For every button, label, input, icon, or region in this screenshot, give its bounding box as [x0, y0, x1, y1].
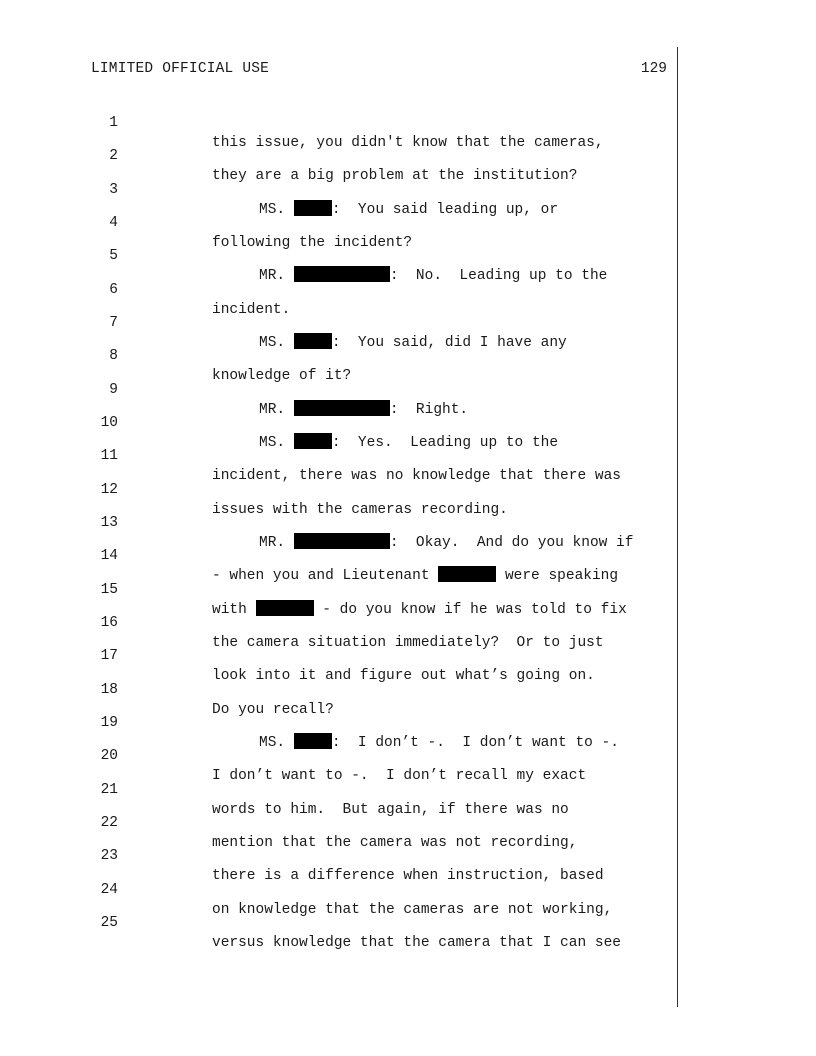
line-text-after: : No. Leading up to the [389, 268, 608, 284]
line-text: issues with the cameras recording. [212, 502, 508, 518]
line-text-after: : Yes. Leading up to the [331, 435, 559, 451]
transcript-line [0, 426, 816, 484]
line-number: 22 [100, 815, 118, 831]
speaker-title: MR. [259, 402, 286, 418]
transcript-line [0, 193, 816, 251]
transcript-line [0, 360, 816, 418]
line-text-before: - when you and Lieutenant [212, 568, 439, 584]
transcript-line [0, 226, 816, 284]
transcript-line [0, 660, 816, 718]
transcript-line [0, 493, 816, 551]
transcript-line [0, 726, 816, 784]
line-text: Do you recall? [212, 702, 334, 718]
line-number: 9 [109, 382, 118, 398]
line-number: 15 [100, 582, 118, 598]
speaker-title: MS. [259, 335, 286, 351]
speaker-title: MR. [259, 268, 286, 284]
transcript-line [0, 860, 816, 918]
line-text: I don’t want to -. I don’t recall my exact [212, 768, 587, 784]
line-number: 7 [109, 315, 118, 331]
line-text: incident. [212, 302, 291, 318]
classification-header: LIMITED OFFICIAL USE [91, 61, 270, 77]
transcript-line [0, 760, 816, 818]
line-number: 5 [109, 248, 118, 264]
line-text-after: : Right. [389, 402, 469, 418]
line-text: knowledge of it? [212, 368, 352, 384]
transcript-line [0, 593, 816, 651]
line-number: 25 [100, 915, 118, 931]
speaker-title: MS. [259, 735, 286, 751]
line-number: 20 [100, 748, 118, 764]
line-number: 8 [109, 348, 118, 364]
transcript-line [0, 893, 816, 951]
line-text-after: : Okay. And do you know if [389, 535, 634, 551]
line-number: 14 [100, 548, 118, 564]
line-number: 1 [109, 115, 118, 131]
line-text-after: : You said leading up, or [331, 202, 559, 218]
line-text-after: - do you know if he was told to fix [313, 602, 627, 618]
line-number: 12 [100, 482, 118, 498]
transcript-line [0, 693, 816, 751]
transcript-line [0, 126, 816, 184]
line-text: the camera situation immediately? Or to just [212, 635, 604, 651]
line-text: incident, there was no knowledge that there was [212, 468, 621, 484]
line-text-before: with [212, 602, 256, 618]
line-number: 17 [100, 648, 118, 664]
line-text: versus knowledge that the camera that I can see [212, 935, 621, 951]
line-text: following the incident? [212, 235, 413, 251]
line-number: 2 [109, 148, 118, 164]
line-text: words to him. But again, if there was no [212, 802, 569, 818]
line-number: 24 [100, 882, 118, 898]
line-number: 21 [100, 782, 118, 798]
line-number: 19 [100, 715, 118, 731]
line-text-after: were speaking [496, 568, 619, 584]
transcript-line [0, 293, 816, 351]
transcript-line [0, 93, 816, 151]
line-text: this issue, you didn't know that the cameras, [212, 135, 604, 151]
transcript-line [0, 526, 816, 584]
transcript-line [0, 560, 816, 618]
line-number: 11 [100, 448, 118, 464]
line-text: mention that the camera was not recording, [212, 835, 578, 851]
transcript-line [0, 626, 816, 684]
speaker-title: MS. [259, 435, 286, 451]
line-number: 4 [109, 215, 118, 231]
line-text-after: : I don’t -. I don’t want to -. [331, 735, 619, 751]
line-number: 16 [100, 615, 118, 631]
line-number: 18 [100, 682, 118, 698]
transcript-line [0, 793, 816, 851]
line-number: 13 [100, 515, 118, 531]
line-text: on knowledge that the cameras are not working, [212, 902, 613, 918]
transcript-line [0, 460, 816, 518]
line-text-after: : You said, did I have any [331, 335, 567, 351]
line-text: they are a big problem at the institution? [212, 168, 578, 184]
line-text: look into it and figure out what’s going on. [212, 668, 595, 684]
transcript-line [0, 393, 816, 451]
line-number: 6 [109, 282, 118, 298]
speaker-title: MR. [259, 535, 286, 551]
line-number: 10 [100, 415, 118, 431]
speaker-title: MS. [259, 202, 286, 218]
transcript-line [0, 160, 816, 218]
transcript-line [0, 826, 816, 884]
line-text: there is a difference when instruction, based [212, 868, 604, 884]
line-number: 3 [109, 182, 118, 198]
transcript-line [0, 260, 816, 318]
page-number: 129 [640, 61, 667, 77]
line-number: 23 [100, 848, 118, 864]
transcript-line [0, 326, 816, 384]
